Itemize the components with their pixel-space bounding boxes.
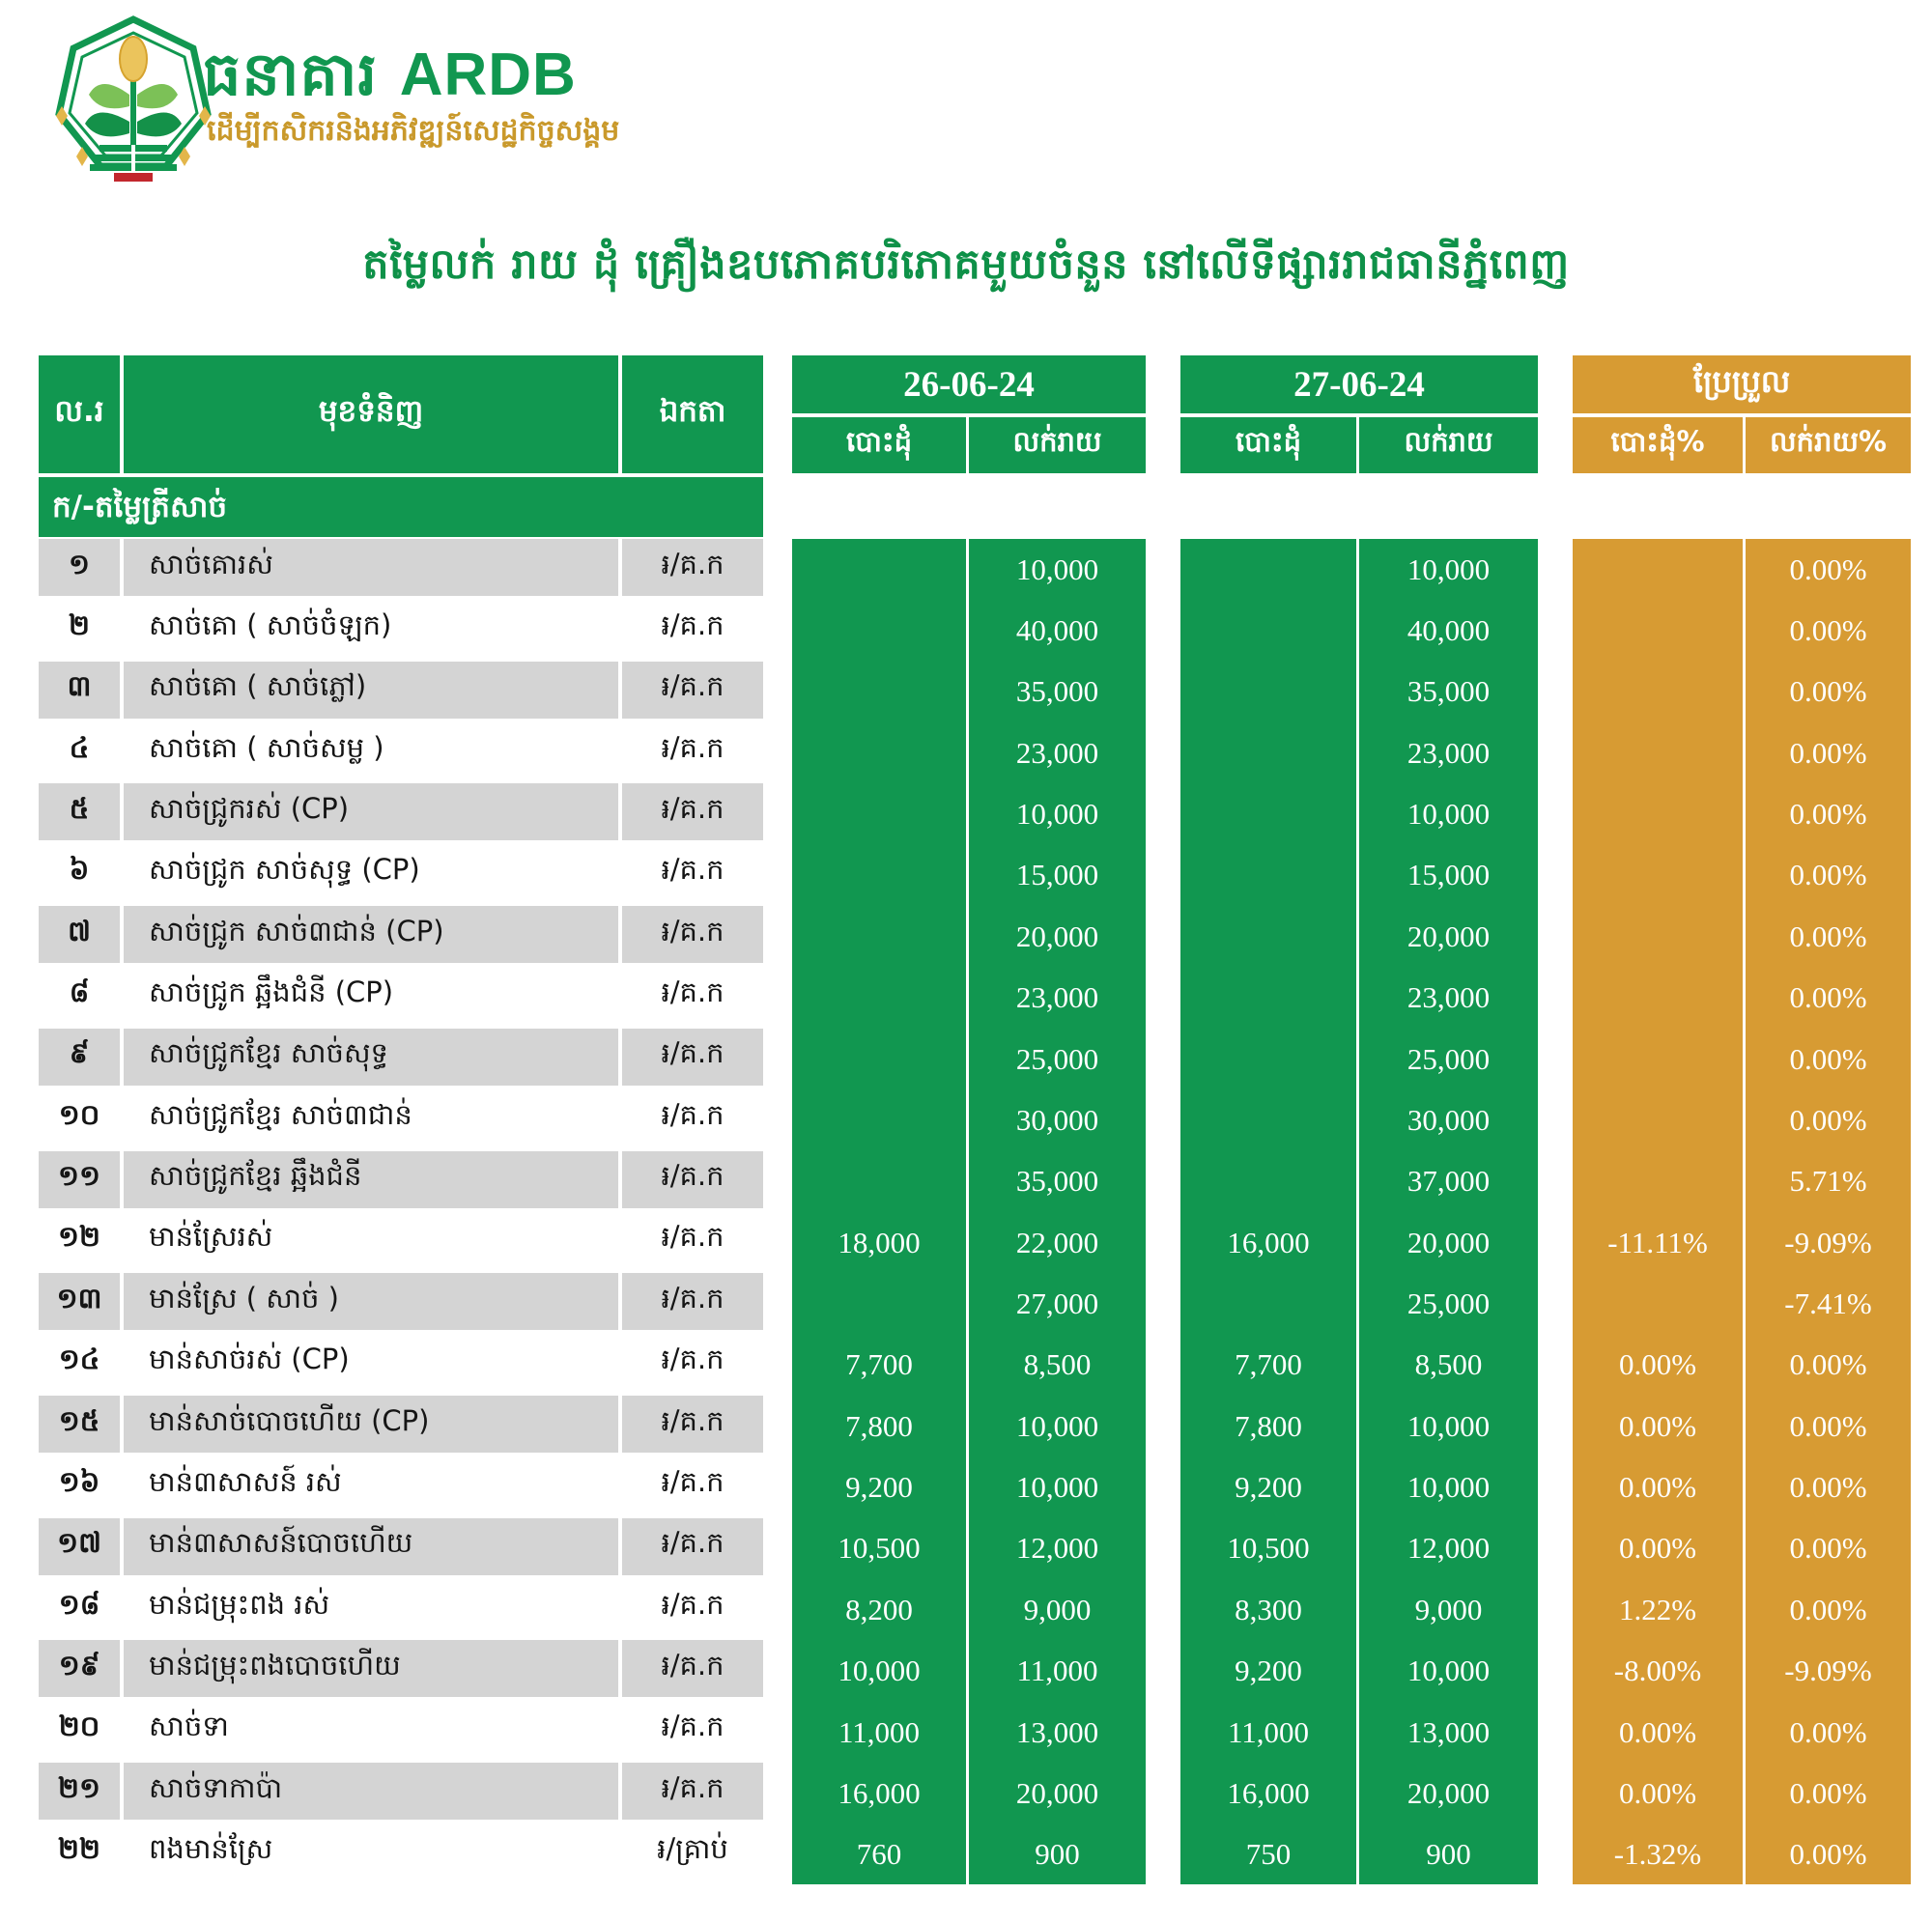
unit-cell: ៛/គ.ក [622, 539, 763, 596]
cell-date2-retail: 8,500 [1414, 1347, 1483, 1382]
product-name-cell: សាច់ទា [149, 1710, 229, 1743]
ardb-logo-icon [50, 14, 216, 184]
cell-date2-wholesale: 750 [1245, 1837, 1292, 1872]
product-name-cell: សាច់គោ ( សាច់ភ្លៅ) [124, 662, 618, 719]
row-number-cell: ១០ [58, 1097, 100, 1131]
cell-change-retail: 0.00% [1789, 1408, 1867, 1443]
bank-name-khmer: ធនាគារ [203, 39, 379, 109]
product-name-cell: សាច់គោ ( សាច់សម្ល ) [149, 730, 384, 764]
product-name-cell: មាន់៣សាសន៍ រស់ [149, 1464, 342, 1498]
cell-change-retail: 5.71% [1789, 1164, 1867, 1199]
cell-change-retail: 0.00% [1789, 551, 1867, 586]
cell-date1-wholesale: 11,000 [838, 1714, 921, 1749]
group-header-date2: 27-06-24 [1180, 355, 1538, 413]
row-number-cell: ១៣ [39, 1273, 120, 1330]
cell-change-wholesale: 1.22% [1618, 1592, 1697, 1626]
product-name-cell: សាច់ជ្រូកខ្មែរ សាច់សុទ្ធ [124, 1029, 618, 1086]
cell-change-retail: 0.00% [1789, 919, 1867, 953]
cell-date1-retail: 900 [1035, 1837, 1080, 1872]
group-header-change: ប្រែប្រួល [1573, 355, 1911, 413]
cell-date2-retail: 25,000 [1406, 1041, 1491, 1076]
cell-change-wholesale: -1.32% [1613, 1837, 1702, 1872]
unit-cell: ៛/គ.ក [661, 608, 724, 641]
cell-date2-wholesale: 8,300 [1235, 1592, 1302, 1626]
cell-date1-wholesale: 760 [856, 1837, 902, 1872]
cell-date2-retail: 20,000 [1406, 1775, 1491, 1810]
row-number-cell: ១១ [39, 1151, 120, 1208]
cell-date1-retail: 23,000 [1015, 735, 1099, 770]
cell-date2-retail: 12,000 [1406, 1531, 1491, 1566]
cell-change-retail: 0.00% [1789, 1531, 1867, 1566]
cell-change-retail: 0.00% [1789, 797, 1867, 832]
cell-date1-retail: 15,000 [1015, 858, 1099, 892]
cell-date1-wholesale: 16,000 [838, 1775, 921, 1810]
unit-cell: ៛/គ្រាប់ [657, 1832, 728, 1866]
cell-change-retail: 0.00% [1789, 1102, 1867, 1137]
cell-date2-retail: 10,000 [1406, 1470, 1491, 1505]
cell-change-wholesale: 0.00% [1618, 1714, 1697, 1749]
cell-date1-retail: 8,500 [1023, 1347, 1092, 1382]
product-name-cell: សាច់ជ្រូក សាច់សុទ្ធ (CP) [149, 853, 420, 887]
row-number-cell: ១២ [58, 1220, 100, 1254]
cell-change-retail: -7.41% [1784, 1286, 1872, 1320]
unit-cell: ៛/គ.ក [661, 1343, 724, 1376]
cell-date2-retail: 13,000 [1406, 1714, 1491, 1749]
unit-cell: ៛/គ.ក [622, 1640, 763, 1697]
unit-cell: ៛/គ.ក [622, 1518, 763, 1575]
product-name-cell: មាន់ស្រែរស់ [149, 1220, 273, 1254]
cell-change-wholesale: -8.00% [1613, 1653, 1702, 1688]
row-number-cell: ១៤ [58, 1343, 100, 1376]
product-name-cell: មាន់ជម្រុះពង រស់ [149, 1587, 330, 1621]
cell-date2-retail: 900 [1426, 1837, 1471, 1872]
row-number-cell: ៧ [39, 906, 120, 963]
cell-change-retail: 0.00% [1789, 858, 1867, 892]
cell-date1-wholesale: 18,000 [838, 1225, 921, 1259]
unit-cell: ៛/គ.ក [661, 1464, 724, 1498]
product-name-cell: សាច់ជ្រូក ឆ្អឹងជំនី (CP) [149, 975, 394, 1009]
row-number-cell: ២២ [58, 1832, 100, 1866]
row-number-cell: ៥ [39, 783, 120, 840]
cell-change-wholesale: 0.00% [1618, 1775, 1697, 1810]
cell-date1-retail: 35,000 [1015, 1164, 1099, 1199]
cell-date1-retail: 20,000 [1015, 1775, 1099, 1810]
cell-change-wholesale: 0.00% [1618, 1347, 1697, 1382]
cell-date2-retail: 10,000 [1406, 1408, 1491, 1443]
cell-date2-wholesale: 7,700 [1235, 1347, 1302, 1382]
unit-cell: ៛/គ.ក [622, 1396, 763, 1453]
group-header-date1: 26-06-24 [792, 355, 1146, 413]
unit-cell: ៛/គ.ក [622, 662, 763, 719]
cell-date1-retail: 9,000 [1023, 1592, 1092, 1626]
cell-date1-retail: 13,000 [1015, 1714, 1099, 1749]
subheader-change-retail: លក់រាយ% [1746, 417, 1911, 473]
product-name-cell: សាច់គោ ( សាច់ចំឡក) [149, 608, 392, 641]
row-number-cell: ១ [39, 539, 120, 596]
cell-date2-retail: 15,000 [1406, 858, 1491, 892]
cell-date2-wholesale: 7,800 [1235, 1408, 1302, 1443]
row-number-cell: ១៩ [39, 1640, 120, 1697]
cell-date1-retail: 40,000 [1015, 613, 1099, 648]
product-name-cell: មាន់សាច់បោចហើយ (CP) [124, 1396, 618, 1453]
cell-date1-wholesale: 9,200 [845, 1470, 913, 1505]
cell-date2-wholesale: 10,500 [1227, 1531, 1310, 1566]
cell-date1-wholesale: 10,000 [838, 1653, 921, 1688]
cell-change-wholesale: 0.00% [1618, 1531, 1697, 1566]
cell-date2-retail: 10,000 [1406, 551, 1491, 586]
cell-change-retail: 0.00% [1789, 613, 1867, 648]
cell-date2-retail: 30,000 [1406, 1102, 1491, 1137]
cell-date1-wholesale: 7,800 [845, 1408, 913, 1443]
product-name-cell: មាន់ស្រែ ( សាច់ ) [124, 1273, 618, 1330]
row-number-cell: ៤ [69, 730, 90, 764]
cell-change-retail: 0.00% [1789, 1592, 1867, 1626]
product-name-cell: មាន់ជម្រុះពងបោចហើយ [124, 1640, 618, 1697]
column-header-no: ល.រ [39, 355, 120, 473]
bank-name-latin: ARDB [399, 42, 577, 108]
unit-cell: ៛/គ.ក [661, 730, 724, 764]
cell-date2-retail: 35,000 [1406, 674, 1491, 709]
cell-date1-wholesale: 7,700 [845, 1347, 913, 1382]
product-name-cell: សាច់ជ្រូករស់ (CP) [124, 783, 618, 840]
cell-change-retail: 0.00% [1789, 1714, 1867, 1749]
product-name-cell: សាច់គោរស់ [124, 539, 618, 596]
product-name-cell: សាច់ជ្រូកខ្មែរ ឆ្អឹងជំនី [124, 1151, 618, 1208]
page-title: តម្លៃលក់ រាយ ដុំ គ្រឿងឧបភោគបរិភោគមួយចំនួន នៅលើទីផ្សាររាជធានីភ្នំពេញ [362, 240, 1570, 289]
product-name-cell: ពងមាន់ស្រែ [149, 1832, 273, 1866]
product-name-cell: មាន់សាច់រស់ (CP) [149, 1343, 350, 1376]
column-header-unit: ឯកតា [622, 355, 763, 473]
cell-change-retail: -9.09% [1784, 1225, 1872, 1259]
cell-change-retail: 0.00% [1789, 674, 1867, 709]
cell-change-retail: 0.00% [1789, 1347, 1867, 1382]
row-number-cell: ១៨ [58, 1587, 100, 1621]
cell-date1-retail: 10,000 [1015, 551, 1099, 586]
row-number-cell: ២១ [39, 1763, 120, 1820]
section-header-meat-prices: ក/-តម្លៃត្រីសាច់ [39, 477, 763, 537]
subheader-date1-wholesale: បោះដុំ [792, 417, 966, 473]
cell-date1-retail: 23,000 [1015, 980, 1099, 1015]
cell-date2-wholesale: 9,200 [1235, 1470, 1302, 1505]
unit-cell: ៛/គ.ក [622, 1029, 763, 1086]
cell-date1-retail: 22,000 [1015, 1225, 1099, 1259]
product-name-cell: សាច់ជ្រូក សាច់៣ជាន់ (CP) [124, 906, 618, 963]
cell-change-retail: 0.00% [1789, 1775, 1867, 1810]
cell-date1-retail: 11,000 [1016, 1653, 1098, 1688]
unit-cell: ៛/គ.ក [622, 906, 763, 963]
cell-change-wholesale: -11.11% [1607, 1225, 1708, 1259]
cell-change-wholesale: 0.00% [1618, 1470, 1697, 1505]
subheader-date2-retail: លក់រាយ [1359, 417, 1538, 473]
subheader-change-wholesale: បោះដុំ% [1573, 417, 1743, 473]
row-number-cell: ២០ [58, 1710, 100, 1743]
row-number-cell: ១៥ [39, 1396, 120, 1453]
unit-cell: ៛/គ.ក [622, 1763, 763, 1820]
cell-change-retail: -9.09% [1784, 1653, 1872, 1688]
cell-date1-wholesale: 10,500 [838, 1531, 921, 1566]
cell-date2-retail: 40,000 [1406, 613, 1491, 648]
unit-cell: ៛/គ.ក [661, 1097, 724, 1131]
unit-cell: ៛/គ.ក [661, 1220, 724, 1254]
row-number-cell: ២ [69, 608, 90, 641]
cell-date1-retail: 12,000 [1015, 1531, 1099, 1566]
row-number-cell: ៨ [69, 975, 90, 1009]
cell-date2-retail: 23,000 [1406, 735, 1491, 770]
cell-change-retail: 0.00% [1789, 1470, 1867, 1505]
product-name-cell: សាច់ទាកាប៉ា [124, 1763, 618, 1820]
cell-date2-retail: 20,000 [1406, 1225, 1491, 1259]
cell-date2-retail: 10,000 [1406, 1653, 1491, 1688]
cell-date1-retail: 30,000 [1015, 1102, 1099, 1137]
cell-date2-retail: 9,000 [1414, 1592, 1483, 1626]
row-number-cell: ១៧ [39, 1518, 120, 1575]
unit-cell: ៛/គ.ក [622, 783, 763, 840]
cell-date2-retail: 23,000 [1406, 980, 1491, 1015]
cell-date2-retail: 10,000 [1406, 797, 1491, 832]
cell-change-retail: 0.00% [1789, 1837, 1867, 1872]
subheader-date1-retail: លក់រាយ [969, 417, 1146, 473]
cell-date2-retail: 37,000 [1406, 1164, 1491, 1199]
cell-date1-wholesale: 8,200 [845, 1592, 913, 1626]
cell-change-wholesale: 0.00% [1618, 1408, 1697, 1443]
row-number-cell: ៩ [39, 1029, 120, 1086]
row-number-cell: ៦ [69, 853, 90, 887]
product-name-cell: មាន់៣សាសន៍បោចហើយ [124, 1518, 618, 1575]
cell-date2-retail: 25,000 [1406, 1286, 1491, 1320]
unit-cell: ៛/គ.ក [661, 853, 724, 887]
unit-cell: ៛/គ.ក [661, 1587, 724, 1621]
row-number-cell: ៣ [39, 662, 120, 719]
cell-date1-retail: 20,000 [1015, 919, 1099, 953]
cell-date2-wholesale: 16,000 [1227, 1775, 1310, 1810]
cell-change-retail: 0.00% [1789, 735, 1867, 770]
unit-cell: ៛/គ.ក [661, 975, 724, 1009]
cell-date2-retail: 20,000 [1406, 919, 1491, 953]
cell-date2-wholesale: 11,000 [1227, 1714, 1310, 1749]
subheader-date2-wholesale: បោះដុំ [1180, 417, 1356, 473]
cell-date1-retail: 10,000 [1015, 1470, 1099, 1505]
cell-date1-retail: 10,000 [1015, 1408, 1099, 1443]
cell-change-retail: 0.00% [1789, 980, 1867, 1015]
cell-change-retail: 0.00% [1789, 1041, 1867, 1076]
cell-date1-retail: 10,000 [1015, 797, 1099, 832]
cell-date1-retail: 27,000 [1015, 1286, 1099, 1320]
cell-date2-wholesale: 9,200 [1235, 1653, 1302, 1688]
column-header-product: មុខទំនិញ [124, 355, 618, 473]
bank-tagline: ដើម្បីកសិករនិងអភិវឌ្ឍន៍សេដ្ឋកិច្ចសង្គម [207, 114, 620, 148]
unit-cell: ៛/គ.ក [622, 1273, 763, 1330]
row-number-cell: ១៦ [58, 1464, 100, 1498]
cell-date2-wholesale: 16,000 [1227, 1225, 1310, 1259]
unit-cell: ៛/គ.ក [661, 1710, 724, 1743]
cell-date1-retail: 25,000 [1015, 1041, 1099, 1076]
unit-cell: ៛/គ.ក [622, 1151, 763, 1208]
product-name-cell: សាច់ជ្រូកខ្មែរ សាច់៣ជាន់ [149, 1097, 412, 1131]
cell-date1-retail: 35,000 [1015, 674, 1099, 709]
